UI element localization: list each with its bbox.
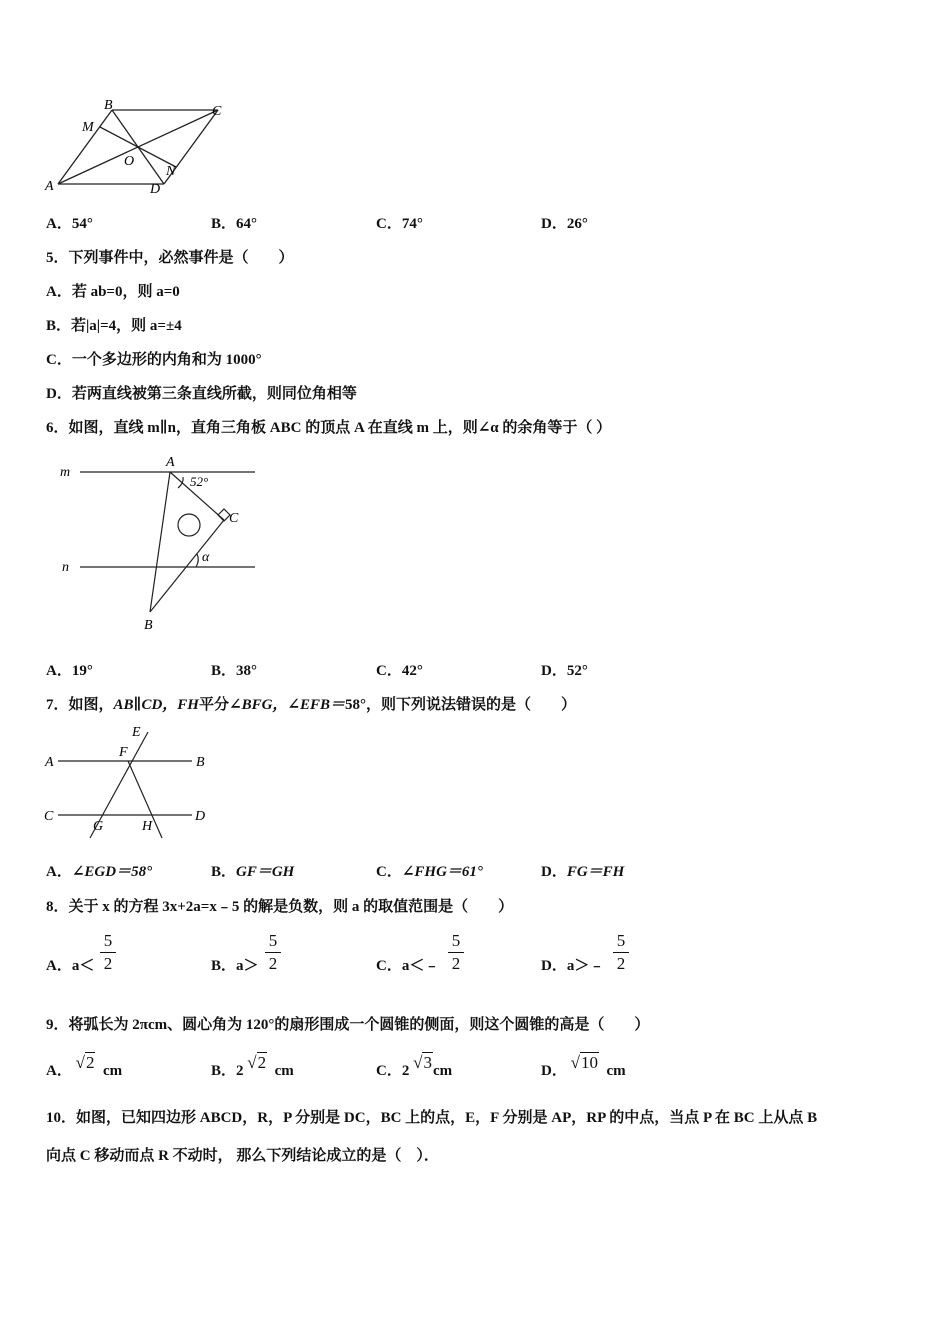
q6-option-d: D．52° (541, 663, 588, 679)
q9-option-d (541, 1053, 626, 1080)
label-A: A (45, 179, 54, 194)
label-B7: B (196, 755, 205, 770)
q9-option-a-unit: cm (102, 1063, 123, 1079)
label-C6: C (229, 511, 239, 526)
q6-option-c: C．42° (376, 663, 423, 679)
q9-option-a (46, 1053, 123, 1080)
q9-option-b-label: B．2 (211, 1063, 244, 1079)
q7-option-c (376, 860, 483, 881)
q7-option-d-math: FG＝FH (566, 864, 625, 880)
q6-stem: 6．如图，直线 m∥n，直角三角板 ABC 的顶点 A 在直线 m 上，则∠α 的余角等于（ ） (46, 420, 612, 436)
label-A6: A (166, 455, 175, 470)
label-B6: B (144, 618, 153, 633)
q8-a-num: 5 (103, 931, 113, 950)
label-A7: A (45, 755, 54, 770)
label-H: H (142, 819, 153, 834)
q7-stem-math2: ∠BFG，∠EFB＝ (229, 697, 345, 713)
q7-stem (46, 693, 576, 714)
label-n: n (62, 560, 69, 575)
q4-option-c: C．74° (376, 216, 423, 232)
label-m: m (60, 465, 71, 480)
q9-option-b-sqrt: √2 (247, 1053, 267, 1072)
q8-option-c: C．a＜﹣ (376, 958, 440, 974)
q5-option-c: C．一个多边形的内角和为 1000° (46, 352, 262, 368)
q7-stem-end: 58°，则下列说法错误的是（ ） (345, 697, 577, 713)
q7-stem-num: 7．如图， (46, 697, 114, 713)
label-angle-52: 52° (190, 474, 209, 489)
q8-option-d: D．a＞﹣ (541, 958, 605, 974)
q7-option-b (211, 860, 294, 881)
q9-option-c (376, 1053, 453, 1080)
label-D: D (150, 182, 161, 197)
q7-option-a-math: ∠EGD＝58° (71, 864, 153, 880)
q5-stem: 5．下列事件中，必然事件是（ ） (46, 250, 294, 266)
q7-option-b-prefix: B． (211, 864, 237, 880)
q7-stem-math: AB∥CD，FH (113, 697, 199, 713)
q5-option-d: D．若两直线被第三条直线所截，则同位角相等 (46, 386, 357, 402)
q9-option-d-sqrt: √10 (570, 1053, 598, 1072)
label-B: B (104, 98, 113, 113)
q8-c-den: 2 (451, 954, 461, 973)
q8-option-c-fraction (448, 931, 464, 974)
label-O: O (124, 154, 135, 169)
q9-option-d-label: D． (541, 1063, 567, 1079)
q9-option-c-unit: cm (432, 1063, 453, 1079)
q8-option-d-fraction (613, 931, 629, 974)
q5-option-a: A．若 ab=0，则 a=0 (46, 284, 180, 300)
q7-option-c-math: ∠FHG＝61° (401, 864, 483, 880)
label-C: C (212, 104, 222, 119)
q8-option-b-fraction (265, 931, 281, 974)
q9-option-a-sqrt: √2 (75, 1053, 95, 1072)
q8-d-den: 2 (616, 954, 626, 973)
q5-option-b: B．若|a|=4，则 a=±4 (46, 318, 182, 334)
figure-q4-parallelogram (40, 95, 240, 200)
q9-option-c-radicand: 3 (423, 1053, 432, 1072)
label-F: F (119, 745, 128, 760)
q8-option-a: A．a＜ (46, 958, 95, 974)
q8-b-den: 2 (268, 954, 278, 973)
q8-c-num: 5 (451, 931, 461, 950)
label-D7: D (195, 809, 206, 824)
q4-option-a: A．54° (46, 216, 93, 232)
q10-line2: 向点 C 移动而点 R 不动时， 那么下列结论成立的是（ ）． (46, 1148, 439, 1164)
q9-option-a-label: A． (46, 1063, 72, 1079)
q8-d-num: 5 (616, 931, 626, 950)
q8-stem: 8．关于 x 的方程 3x+2a=x﹣5 的解是负数，则 a 的取值范围是（ ） (46, 899, 514, 915)
figure-q7-parallel-lines (40, 720, 220, 845)
q7-option-a (46, 860, 152, 881)
q4-option-b: B．64° (211, 216, 258, 232)
q7-option-a-prefix: A． (46, 864, 72, 880)
q8-b-num: 5 (268, 931, 278, 950)
q9-option-d-unit: cm (606, 1063, 626, 1079)
label-E: E (132, 725, 141, 740)
q9-option-b (211, 1053, 294, 1080)
label-N: N (166, 164, 176, 179)
q7-option-c-prefix: C． (376, 864, 402, 880)
q10-line1: 10．如图，已知四边形 ABCD，R，P 分别是 DC，BC 上的点，E，F 分别是 AP，RP 的中点，当点 P 在 BC 上从点 B (46, 1110, 818, 1126)
label-alpha: α (202, 550, 210, 565)
q8-a-den: 2 (103, 954, 113, 973)
q9-option-a-radicand: 2 (85, 1053, 95, 1072)
label-M: M (82, 120, 94, 135)
q6-option-a: A．19° (46, 663, 93, 679)
q7-stem-mid: 平分 (198, 697, 229, 713)
q7-option-d (541, 860, 624, 881)
q9-option-b-radicand: 2 (257, 1053, 267, 1072)
label-G: G (93, 819, 104, 834)
figure-q6-triangle (50, 450, 265, 635)
q9-option-b-unit: cm (274, 1063, 294, 1079)
q9-option-c-label: C．2 (376, 1063, 410, 1079)
q4-option-d: D．26° (541, 216, 588, 232)
q9-stem: 9．将弧长为 2πcm、圆心角为 120°的扇形围成一个圆锥的侧面，则这个圆锥的高是（ ） (46, 1017, 650, 1033)
q8-option-b: B．a＞ (211, 958, 259, 974)
q8-option-a-fraction (100, 931, 116, 974)
q7-option-d-prefix: D． (541, 864, 567, 880)
q9-option-d-radicand: 10 (580, 1053, 598, 1072)
q6-option-b: B．38° (211, 663, 258, 679)
q9-option-c-sqrt: √3 (413, 1053, 432, 1072)
label-C7: C (44, 809, 54, 824)
q7-option-b-math: GF＝GH (236, 864, 295, 880)
